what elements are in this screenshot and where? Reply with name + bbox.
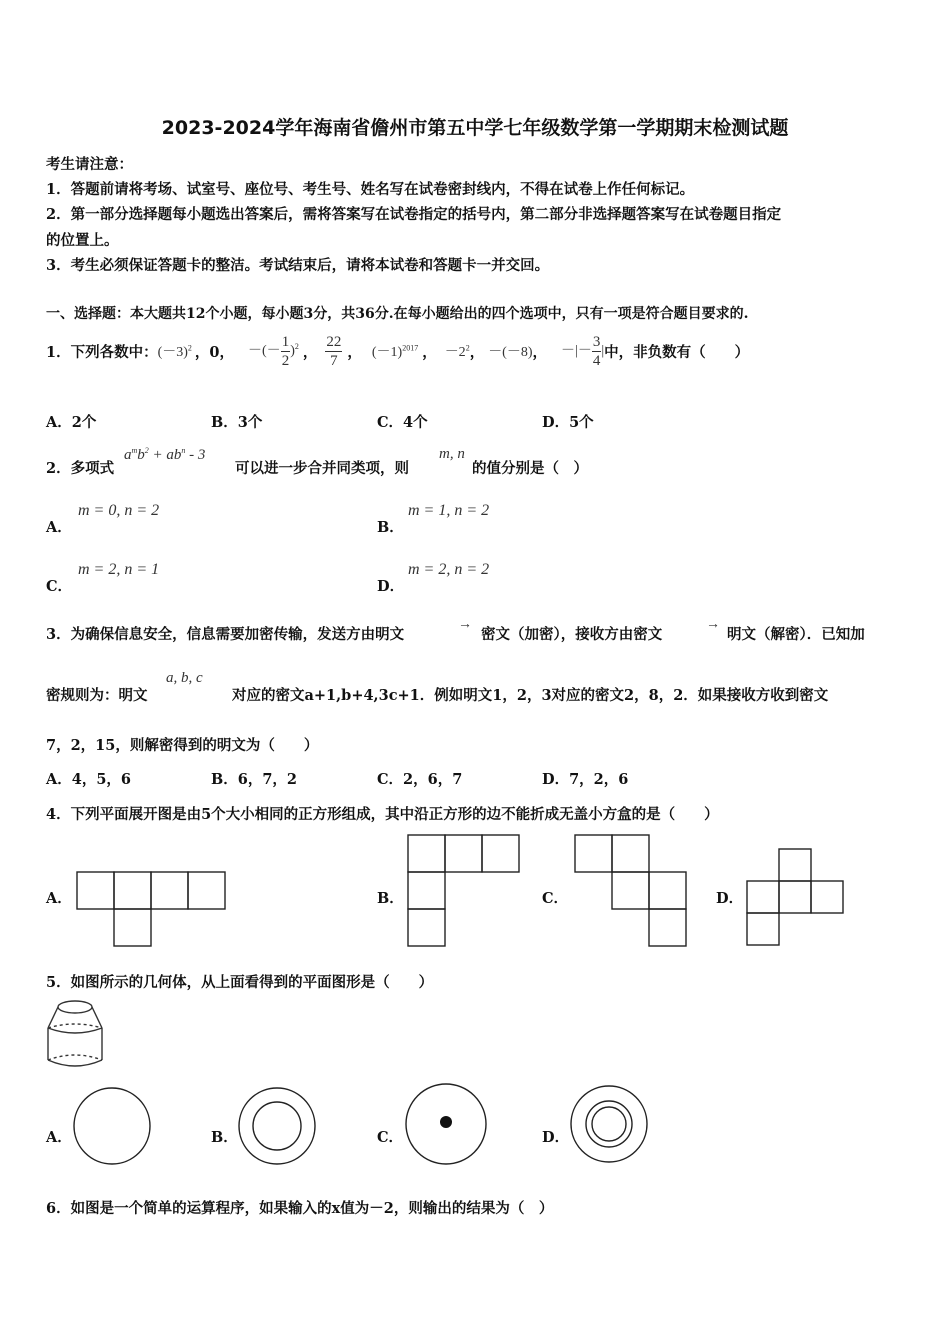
q2-middle: 可以进一步合并同类项，则 — [235, 460, 409, 477]
q4-option-b-label[interactable]: B． — [377, 890, 404, 907]
q5-option-b-label[interactable]: B． — [211, 1129, 238, 1146]
q5-option-c-label[interactable]: C． — [377, 1129, 404, 1146]
q3-line1c: 明文（解密）．已知加 — [727, 626, 865, 643]
q1-expr-6: －(－8) — [488, 345, 533, 360]
q1-sep: ，0， — [194, 343, 235, 361]
q5-option-a-label[interactable]: A． — [46, 1129, 72, 1146]
q2-prefix: 2．多项式 — [46, 460, 115, 477]
view-a-single-circle — [72, 1086, 152, 1166]
net-a-figure — [76, 871, 228, 947]
q1-expr-1: $(-3)^2$ — [157, 343, 192, 360]
net-b-figure — [407, 834, 520, 947]
notice-item: 2．第一部分选择题每小题选出答案后，需将答案写在试卷指定的括号内，第二部分非选择题答案写在试卷题目指定 — [46, 206, 782, 223]
view-b-concentric-circles — [237, 1086, 317, 1166]
q1-option-b[interactable]: B．3个 — [211, 414, 263, 431]
q1-sep: ， — [422, 343, 437, 361]
q2-option-c-label[interactable]: C． — [46, 578, 73, 595]
q3-option-d[interactable]: D．7，2，6 — [542, 771, 629, 788]
frustum-solid-figure — [44, 998, 110, 1072]
q5-option-d-label[interactable]: D． — [542, 1129, 570, 1146]
q2-suffix: 的值分别是（ ） — [472, 460, 588, 477]
net-d-figure — [746, 848, 846, 948]
q1-sep: ， — [532, 343, 548, 361]
q3-line3: 7，2，15，则解密得到的明文为（ ） — [46, 737, 319, 754]
q1-sep: ， — [347, 343, 362, 361]
q2-polynomial: $a^mb^2 + ab^n - 3$ — [124, 446, 206, 463]
q2-option-a-value: m = 0, n = 2 — [78, 502, 160, 519]
q1-expr-4: $(-1)^{2017}$ — [371, 343, 419, 360]
notice-item: 的位置上。 — [46, 232, 119, 249]
question-1 — [46, 326, 749, 376]
net-c-figure — [574, 834, 687, 947]
notice-item: 1．答题前请将考场、试室号、座位号、考生号、姓名写在试卷密封线内，不得在试卷上作任何标记。 — [46, 181, 695, 198]
q1-option-a[interactable]: A．2个 — [46, 414, 97, 431]
q2-option-b-label[interactable]: B． — [377, 519, 404, 536]
q6-text: 6．如图是一个简单的运算程序，如果输入的x值为－2，则输出的结果为（ ） — [46, 1200, 554, 1217]
q1-expr-7: －|－ $\frac{3}{4}$ | — [561, 333, 605, 369]
q1-option-c[interactable]: C．4个 — [377, 414, 428, 431]
q2-option-b-value: m = 1, n = 2 — [408, 502, 490, 519]
page-title: 2023-2024学年海南省儋州市第五中学七年级数学第一学期期末检测试题 — [161, 117, 789, 139]
q1-option-d[interactable]: D．5个 — [542, 414, 594, 431]
q3-line2a: 密规则为：明文 — [46, 687, 148, 704]
q1-prefix: 1．下列各数中： — [46, 343, 158, 361]
q4-text: 4．下列平面展开图是由5个大小相同的正方形组成，其中沿正方形的边不能折成无盖小方盒的是（ ） — [46, 806, 719, 823]
view-d-triple-circles — [569, 1084, 649, 1164]
q3-option-c[interactable]: C．2，6，7 — [377, 771, 463, 788]
q1-sep: ， — [302, 343, 318, 361]
arrow-icon: → — [458, 617, 472, 632]
q1-suffix: 中，非负数有（ ） — [604, 343, 750, 361]
q4-option-c-label[interactable]: C． — [542, 890, 569, 907]
q2-option-d-label[interactable]: D． — [377, 578, 405, 595]
q5-text: 5．如图所示的几何体，从上面看得到的平面图形是（ ） — [46, 974, 434, 991]
q3-line2b: 对应的密文a+1,b+4,3c+1．例如明文1，2，3对应的密文2，8，2．如果接收方收到密文 — [232, 687, 829, 704]
section-heading: 一、选择题：本大题共12个小题，每小题3分，共36分.在每小题给出的四个选项中，只有一项是符合题目要求的. — [46, 306, 749, 322]
q1-expr-2: －(－ $\frac{1}{2}$ )$^2$ — [248, 333, 299, 369]
q3-option-b[interactable]: B．6，7，2 — [211, 771, 298, 788]
q2-vars: m, n — [439, 446, 465, 462]
q1-sep: ， — [469, 343, 485, 361]
notice-heading: 考生请注意： — [46, 156, 133, 173]
q3-line1: 3．为确保信息安全，信息需要加密传输，发送方由明文 — [46, 626, 405, 643]
q3-option-a[interactable]: A．4，5，6 — [46, 771, 132, 788]
q2-option-c-value: m = 2, n = 1 — [78, 561, 160, 578]
q3-line1b: 密文（加密），接收方由密文 — [481, 626, 663, 643]
q4-option-d-label[interactable]: D． — [716, 890, 744, 907]
arrow-icon: → — [706, 617, 720, 632]
q2-option-d-value: m = 2, n = 2 — [408, 561, 490, 578]
notice-item: 3．考生必须保证答题卡的整洁。考试结束后，请将本试卷和答题卡一并交回。 — [46, 257, 550, 274]
q1-expr-3: $\frac{22}{7}$ — [326, 333, 342, 369]
view-c-circle-with-dot — [404, 1082, 488, 1166]
q3-abc: a, b, c — [166, 670, 203, 686]
q2-option-a-label[interactable]: A． — [46, 519, 72, 536]
q4-option-a-label[interactable]: A． — [46, 890, 72, 907]
q1-expr-5: $-2^2$ — [444, 343, 470, 360]
